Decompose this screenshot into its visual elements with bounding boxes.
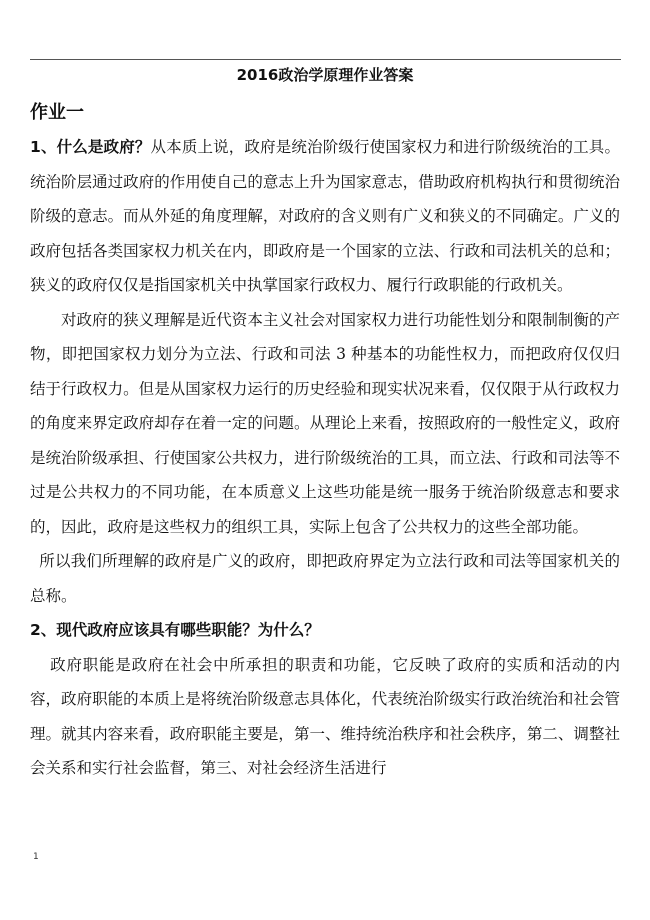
document-title: 2016政治学原理作业答案 <box>236 66 414 84</box>
question-2-answer-paragraph-1: 政府职能是政府在社会中所承担的职责和功能，它反映了政府的实质和活动的内容，政府职能的本质上是将统治阶级意志具体化，代表统治阶级实行政治统治和社会管理。就其内容来看，政府职能主要是，第一、维持统治秩序和社会秩序，第二、调整社会关系和实行社会监督，第三、对社会经济生活进行 <box>30 655 620 777</box>
question-1-number: 1、 <box>30 138 57 156</box>
question-1-answer-intro: 从本质上说，政府是统治阶级行使国家权力和进行阶级统治的工具。统治阶层通过政府的作用使自己的意志上升为国家意志，借助政府机构执行和贯彻统治阶级的意志。而从外延的角度理解，对政府的含义则有广义和狭义的不同确定。广义的政府包括各类国家权力机关在内，即政府是一个国家的立法、行政和司法机关的总和；狭义的政府仅仅是指国家机关中执掌国家行政权力、履行行政职能的行政机关。 <box>30 138 620 294</box>
question-1-answer-paragraph-2: 对政府的狭义理解是近代资本主义社会对国家权力进行功能性划分和限制制衡的产物，即把国家权力划分为立法、行政和司法 3 种基本的功能性权力，而把政府仅仅归结于行政权力。但是从国家权力运行的历史经验和现实状况来看，仅仅限于从行政权力的角度来界定政府却存在着一定的问题。从理论上来看，按照政府的一般性定义，政府是统治阶级承担、行使国家公共权力，进行阶级统治的工具，而立法、行政和司法等不过是公共权力的不同功能，在本质意义上这些功能是统一服务于统治阶级意志和要求的，因此，政府是这些权力的组织工具，实际上包含了公共权力的这些全部功能。 <box>30 310 620 536</box>
page-number: 1 <box>33 852 39 862</box>
section-heading: 作业一 <box>30 102 84 123</box>
document-body <box>30 130 620 786</box>
question-1-answer-paragraph-3: 所以我们所理解的政府是广义的政府，即把政府界定为立法行政和司法等国家机关的总称。 <box>30 552 620 605</box>
question-1-heading: 什么是政府？ <box>56 138 151 156</box>
question-1-paragraph <box>30 130 620 303</box>
header-rule <box>30 59 621 60</box>
question-2-heading: 2、现代政府应该具有哪些职能？为什么？ <box>30 621 320 639</box>
